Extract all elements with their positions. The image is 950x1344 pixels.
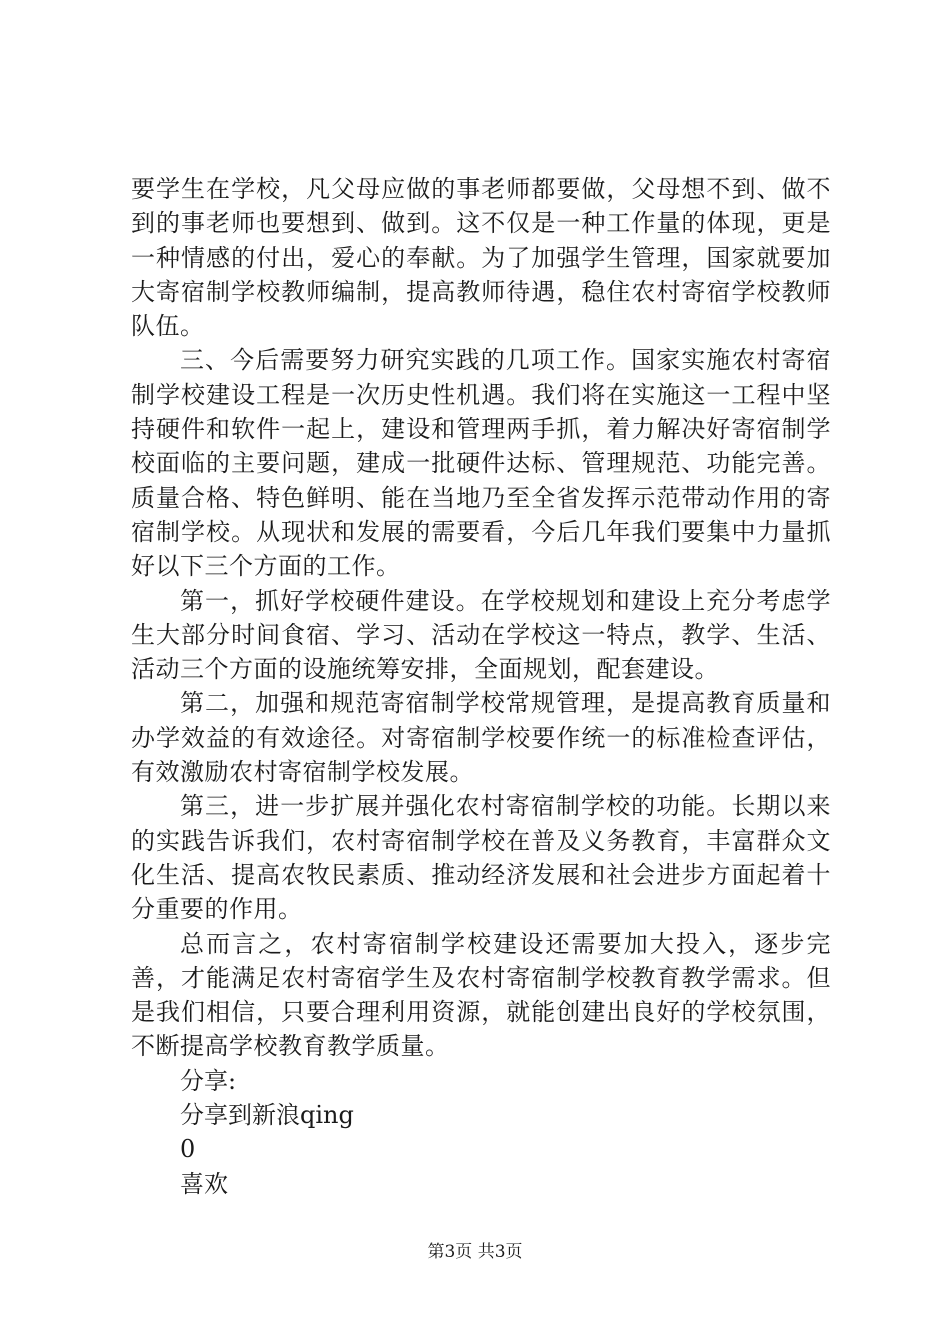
like-button[interactable]: 喜欢	[180, 1169, 228, 1198]
paragraph-continuation: 要学生在学校，凡父母应做的事老师都要做，父母想不到、做不到的事老师也要想到、做到。这不仅是一种工作量的体现，更是一种情感的付出，爱心的奉献。为了加强学生管理，国家就要加大寄宿制学校教师编制，提高教师待遇，稳住农村寄宿学校教师队伍。	[131, 175, 831, 341]
page-indicator: 第3页 共3页	[427, 1242, 523, 1262]
paragraph-conclusion: 总而言之，农村寄宿制学校建设还需要加大投入，逐步完善，才能满足农村寄宿学生及农村寄宿制学校教育教学需求。但是我们相信，只要合理利用资源，就能创建出良好的学校氛围，不断提高学校教育教学质量。	[131, 929, 831, 1061]
paragraph-section-three: 三、今后需要努力研究实践的几项工作。国家实施农村寄宿制学校建设工程是一次历史性机遇。我们将在实施这一工程中坚持硬件和软件一起上，建设和管理两手抓，着力解决好寄宿制学校面临的主要问题，建成一批硬件达标、管理规范、功能完善。质量合格、特色鲜明、能在当地乃至全省发挥示范带动作用的寄宿制学校。从现状和发展的需要看，今后几年我们要集中力量抓好以下三个方面的工作。	[131, 346, 831, 581]
paragraph-third-point: 第三，进一步扩展并强化农村寄宿制学校的功能。长期以来的实践告诉我们，农村寄宿制学校在普及义务教育，丰富群众文化生活、提高农牧民素质、推动经济发展和社会进步方面起着十分重要的作用。	[131, 792, 831, 924]
paragraph-second-point: 第二，加强和规范寄宿制学校常规管理，是提高教育质量和办学效益的有效途径。对寄宿制学校要作统一的标准检查评估，有效激励农村寄宿制学校发展。	[131, 689, 831, 787]
share-sina-link[interactable]: 分享到新浪qing	[180, 1101, 354, 1130]
paragraph-first-point: 第一，抓好学校硬件建设。在学校规划和建设上充分考虑学生大部分时间食宿、学习、活动在学校这一特点，教学、生活、活动三个方面的设施统筹安排，全面规划，配套建设。	[131, 586, 831, 684]
page-footer	[0, 1241, 950, 1263]
like-count: 0	[180, 1135, 196, 1164]
document-body	[131, 172, 831, 1201]
share-label: 分享:	[180, 1066, 237, 1095]
